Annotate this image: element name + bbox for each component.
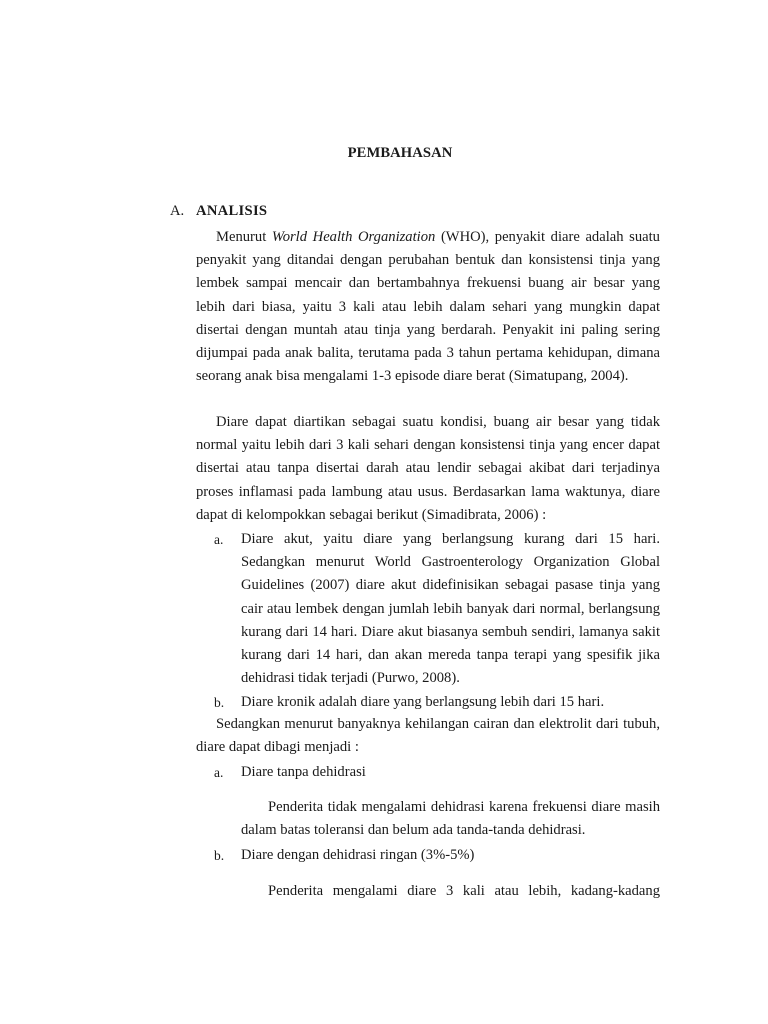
section-title: ANALISIS	[196, 203, 268, 219]
list-item-text: Diare kronik adalah diare yang berlangsung lebih dari 15 hari.	[241, 694, 605, 710]
paragraph-diarrhea-definition: Diare dapat diartikan sebagai suatu kondisi, buang air besar yang tidak normal yaitu lebih dari 3 kali sehari dengan konsistensi tinja yang encer dapat disertai atau tanpa disertai darah atau lendir sebagai akibat dari terjadinya proses inflamasi pada lambung atau usus. Berdasarkan lama waktunya, diare dapat di kelompokkan sebagai berikut (Simadibrata, 2006) :	[196, 414, 660, 523]
list-item-text: Diare akut, yaitu diare yang berlangsung kurang dari 15 hari. Sedangkan menurut World Gastroenterology Organization Global Guidelines (2007) diare akut didefinisikan sebagai pasase tinja yang cair atau lembek dengan jumlah lebih banyak dari normal, berlangsung kurang dari 14 hari. Diare akut biasanya sembuh sendiri, lamanya sakit kurang dari 14 hari, dan akan mereda tanpa terapi yang spesifik jika dehidrasi tidak terjadi (Purwo, 2008).	[241, 531, 660, 687]
paragraph-classification: Sedangkan menurut banyaknya kehilangan cairan dan elektrolit dari tubuh, diare dapat dibagi menjadi :	[196, 716, 660, 756]
paragraph-text: Menurut	[216, 229, 272, 245]
paragraph-who-definition	[196, 226, 660, 388]
list-item-text: Diare dengan dehidrasi ringan (3%-5%)	[241, 847, 475, 863]
list-marker: b.	[214, 695, 225, 710]
list-item-description: Penderita tidak mengalami dehidrasi karena frekuensi diare masih dalam batas toleransi dan belum ada tanda-tanda dehidrasi.	[241, 799, 660, 839]
section-letter: A.	[170, 203, 185, 219]
list-marker: b.	[214, 848, 225, 863]
organization-name: World Health Organization	[271, 229, 436, 245]
list-marker: a.	[214, 532, 224, 547]
paragraph-text: (WHO), penyakit diare adalah suatu penyakit yang ditandai dengan perubahan bentuk dan konsistensi tinja yang lembek sampai mencair dan bertambahnya frekuensi buang air besar yang lebih dari biasa, yaitu 3 kali atau lebih dalam sehari yang mungkin dapat disertai dengan muntah atau tinja yang berdarah. Penyakit ini paling sering dijumpai pada anak balita, terutama pada 3 tahun pertama kehidupan, dimana seorang anak bisa mengalami 1-3 episode diare berat (Simatupang, 2004).	[196, 229, 660, 385]
list-item-description: Penderita mengalami diare 3 kali atau lebih, kadang-kadang	[268, 883, 660, 899]
list-marker: a.	[214, 765, 224, 780]
page-title: PEMBAHASAN	[347, 145, 453, 161]
list-item-text: Diare tanpa dehidrasi	[241, 764, 366, 780]
